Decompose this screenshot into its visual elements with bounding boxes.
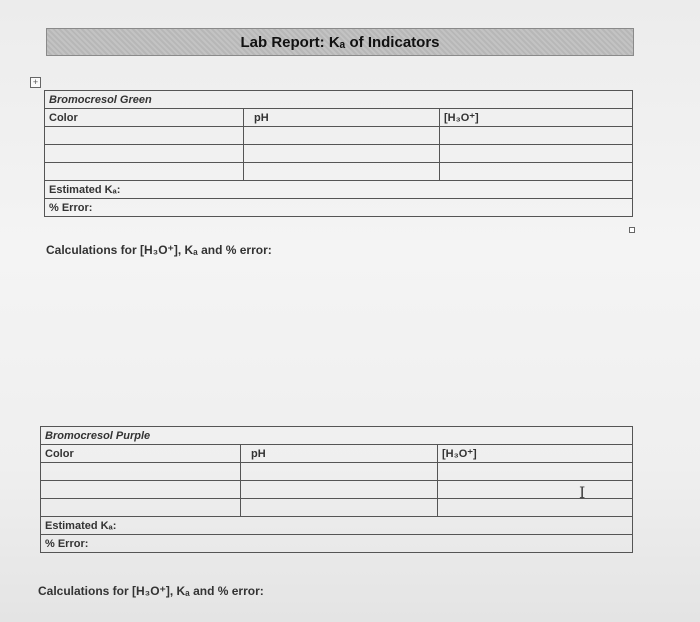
h3o-header: [H₃O⁺]	[444, 112, 479, 124]
empty-cell[interactable]	[41, 481, 241, 499]
color-header-cell[interactable]	[45, 109, 244, 127]
ph-header-cell[interactable]	[241, 445, 438, 463]
empty-cell[interactable]	[241, 499, 438, 517]
empty-cell[interactable]	[41, 499, 241, 517]
color-header-cell[interactable]	[41, 445, 241, 463]
estimated-ka-label: Estimated Kₐ:	[45, 519, 117, 532]
table-row	[45, 145, 633, 163]
empty-cell[interactable]	[45, 127, 244, 145]
table-row	[41, 481, 633, 499]
estimated-ka-cell[interactable]	[41, 517, 633, 535]
resize-square-icon[interactable]	[629, 227, 635, 233]
empty-cell[interactable]	[440, 145, 633, 163]
indicator-name: Bromocresol Green	[49, 93, 152, 106]
percent-error-cell[interactable]	[45, 199, 633, 217]
empty-cell[interactable]	[241, 463, 438, 481]
estimated-ka-cell[interactable]	[45, 181, 633, 199]
report-title: Lab Report: Kₐ of Indicators	[240, 33, 440, 51]
table-row	[45, 127, 633, 145]
empty-cell[interactable]	[438, 481, 633, 502]
percent-error-label: % Error:	[49, 201, 93, 214]
table-row	[45, 163, 633, 181]
bromocresol-purple-table	[40, 426, 633, 553]
empty-cell[interactable]	[45, 163, 244, 181]
h3o-header-cell[interactable]	[440, 109, 633, 127]
empty-cell[interactable]	[440, 127, 633, 145]
bromocresol-green-table	[44, 90, 633, 217]
percent-error-label: % Error:	[45, 537, 89, 550]
ph-header: pH	[251, 447, 266, 460]
h3o-header: [H₃O⁺]	[442, 448, 477, 460]
empty-cell[interactable]	[45, 145, 244, 163]
empty-cell[interactable]	[440, 163, 633, 181]
table-row	[41, 463, 633, 481]
empty-cell[interactable]	[438, 499, 633, 517]
color-header: Color	[45, 447, 74, 460]
empty-cell[interactable]	[244, 163, 440, 181]
move-cross-icon[interactable]: +	[30, 77, 41, 88]
indicator-name: Bromocresol Purple	[45, 429, 151, 442]
table-row	[41, 499, 633, 517]
percent-error-cell[interactable]	[41, 535, 633, 553]
calculations-label: Calculations for [H₃O⁺], Kₐ and % error:	[38, 584, 264, 598]
calculations-label: Calculations for [H₃O⁺], Kₐ and % error:	[46, 243, 272, 257]
empty-cell[interactable]	[41, 463, 241, 481]
empty-cell[interactable]	[438, 463, 633, 481]
color-header: Color	[49, 111, 78, 124]
h3o-header-cell[interactable]	[438, 445, 633, 463]
empty-cell[interactable]	[244, 127, 440, 145]
ph-header: pH	[254, 111, 269, 124]
indicator-name-cell[interactable]	[41, 427, 633, 445]
i-beam-cursor-icon: I	[579, 483, 586, 502]
empty-cell[interactable]	[244, 145, 440, 163]
ph-header-cell[interactable]	[244, 109, 440, 127]
indicator-name-cell[interactable]	[45, 91, 633, 109]
estimated-ka-label: Estimated Kₐ:	[49, 183, 121, 196]
report-title-banner	[46, 28, 634, 56]
empty-cell[interactable]	[241, 481, 438, 499]
